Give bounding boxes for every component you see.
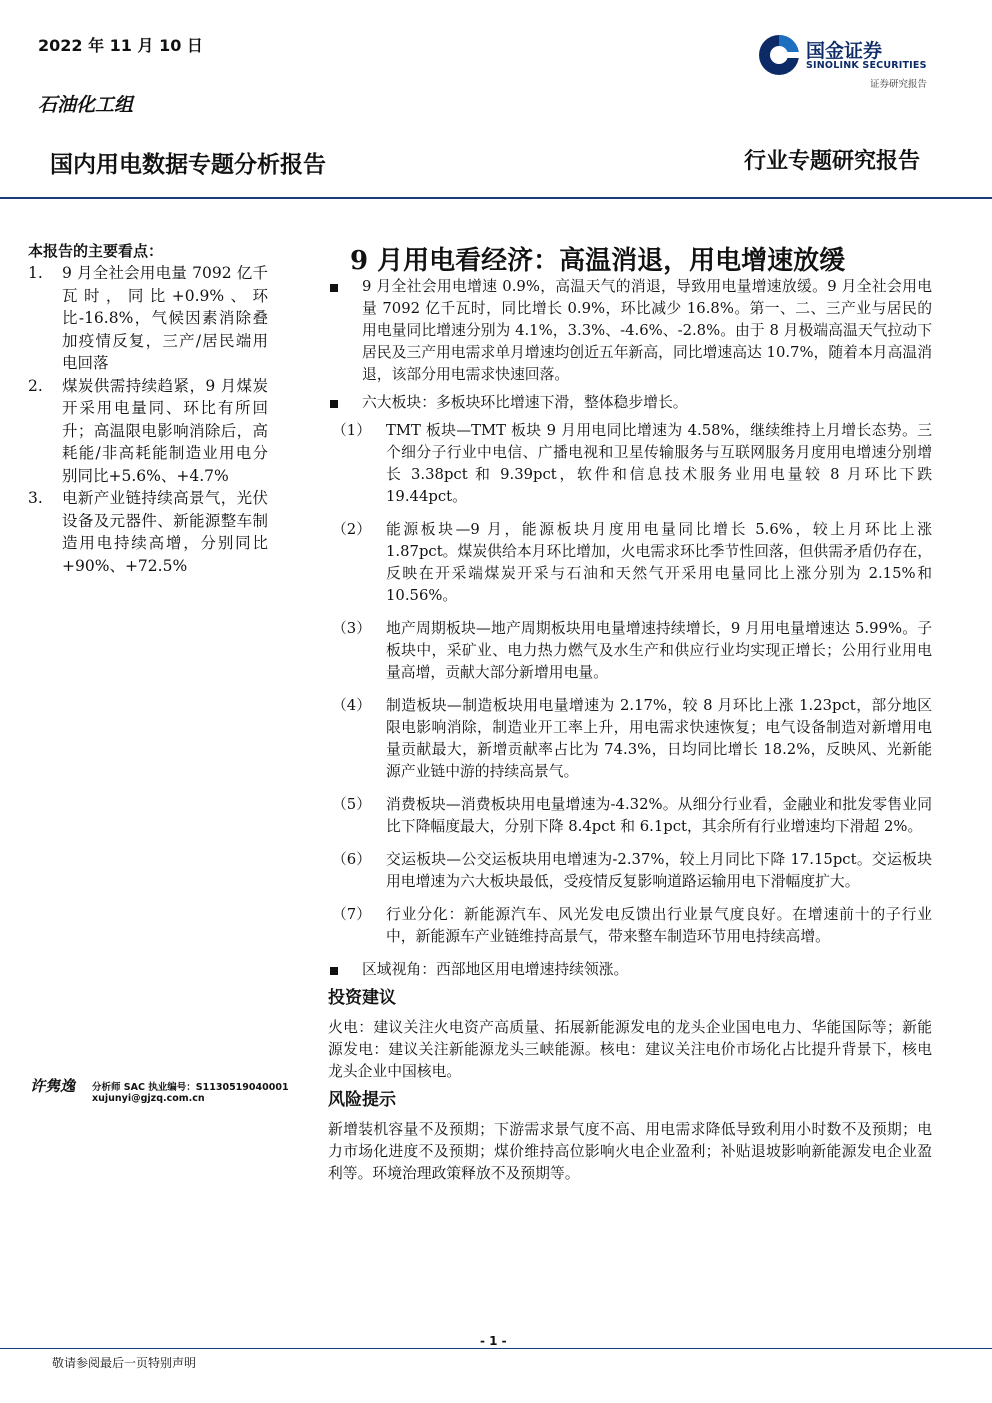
sector-item: [328, 904, 932, 948]
sector-item: [328, 695, 932, 783]
square-bullet-icon: [330, 400, 338, 408]
sidebar-title: 本报告的主要看点：: [28, 242, 164, 260]
risk-heading: 风险提示: [328, 1090, 396, 1110]
square-bullet-icon: [330, 967, 338, 975]
logo-name-en: SINOLINK SECURITIES: [806, 60, 927, 71]
sector-text: 制造板块—制造板块用电量增速为 2.17%，较 8 月环比上涨 1.23pct，部分地区限电影响消除，制造业开工率上升，用电需求快速恢复；电气设备制造对新增用电量贡献最大，新增贡献率占比为 74.3%，日均同比增长 18.2%，反映风、光新能源产业链中游的持续高景气。: [386, 697, 932, 780]
report-headline: 9 月用电看经济：高温消退，用电增速放缓: [350, 246, 846, 276]
highlight-item: [28, 375, 268, 488]
footer-divider: [0, 1348, 992, 1349]
sector-number: （2）: [332, 521, 372, 538]
sector-text: 能源板块—9 月，能源板块月度用电量同比增长 5.6%，较上月环比上涨 1.87pct。煤炭供给本月环比增加，火电需求环比季节性回落，但供需矛盾仍存在，反映在开采端煤炭开采与石油和天然气开采用电量同比上涨分别为 2.15%和 10.56%。: [386, 521, 932, 604]
highlight-text: 煤炭供需持续趋紧，9 月煤炭开采用电量同、环比有所回升；高温限电影响消除后，高耗能/非高耗能制造业用电分别同比+5.6%、+4.7%: [62, 376, 268, 485]
logo-mark-icon: [756, 32, 802, 78]
sector-item: [328, 849, 932, 893]
analyst-license: 分析师 SAC 执业编号：S1130519040001: [92, 1082, 289, 1093]
sector-text: 地产周期板块—地产周期板块用电量增速持续增长，9 月用电量增速达 5.99%。子板块中，采矿业、电力热力燃气及水生产和供应行业均实现正增长；公用行业用电量高增，贡献大部分新增用电量。: [386, 620, 932, 681]
sector-number: （4）: [332, 697, 372, 714]
sector-text: 行业分化：新能源汽车、风光发电反馈出行业景气度良好。在增速前十的子行业中，新能源车产业链维持高景气，带来整车制造环节用电持续高增。: [386, 906, 932, 945]
sinolink-logo: [756, 30, 956, 92]
square-bullet-icon: [330, 284, 338, 292]
investment-heading: 投资建议: [328, 988, 396, 1008]
sector-item: [328, 794, 932, 838]
highlight-item: [28, 262, 268, 375]
footer-disclaimer: 敬请参阅最后一页特别声明: [52, 1356, 197, 1370]
sector-item: [328, 420, 932, 508]
highlight-text: 9 月全社会用电量 7092 亿千瓦时，同比+0.9%、环比-16.8%，气候因素消除叠加疫情反复，三产/居民端用电回落: [62, 264, 268, 372]
sector-number: （5）: [332, 796, 372, 813]
sector-number: （6）: [332, 851, 372, 868]
sector-text: 消费板块—消费板块用电量增速为-4.32%。从细分行业看，金融业和批发零售业同比下降幅度最大，分别下降 8.4pct 和 6.1pct，其余所有行业增速均下滑超 2%。: [386, 796, 932, 835]
risk-text: 新增装机容量不及预期；下游需求景气度不高、用电需求降低导致利用小时数不及预期；电力市场化进度不及预期；煤价维持高位影响火电企业盈利；补贴退坡影响新能源发电企业盈利等。环境治理政策释放不及预期等。: [328, 1121, 932, 1182]
sector-number: （7）: [332, 906, 372, 923]
sector-item: [328, 519, 932, 607]
sidebar-highlights: [28, 262, 268, 577]
highlight-number: 2.: [28, 376, 43, 395]
highlight-number: 1.: [28, 264, 43, 282]
report-date: 2022 年 11 月 10 日: [38, 36, 203, 55]
main-content: [328, 276, 932, 1187]
bullet-text: 区域视角：西部地区用电增速持续领涨。: [362, 961, 629, 978]
summary-bullet: [328, 392, 932, 414]
highlight-item: [28, 487, 268, 577]
analyst-email: xujunyi@gjzq.com.cn: [92, 1093, 205, 1104]
logo-subtitle: 证券研究报告: [870, 79, 928, 90]
bullet-text: 六大板块：多板块环比增速下滑，整体稳步增长。: [362, 394, 688, 411]
bullet-text: 9 月全社会用电增速 0.9%，高温天气的消退，导致用电量增速放缓。9 月全社会用电量 7092 亿千瓦时，同比增长 0.9%，环比减少 16.8%。第一、二、三产业与居民的用电量同比增速分别为 4.1%，3.3%、-4.6%、-2.8%。由于 8 月极端高温天气拉动下居民及三产用电需求单月增速均创近五年新高，同比增速高达 10.7%，随着本月高温消退，该部分用电需求快速回落。: [362, 278, 932, 383]
sector-item: [328, 618, 932, 684]
research-group: 石油化工组: [38, 94, 134, 116]
sector-text: 交运板块—公交运板块用电增速为-2.37%，较上月同比下降 17.15pct。交运板块用电增速为六大板块最低，受疫情反复影响道路运输用电下滑幅度扩大。: [386, 851, 932, 890]
logo-name-cn: 国金证券: [806, 40, 883, 62]
page-number: - 1 -: [480, 1334, 507, 1348]
sector-number: （1）: [332, 422, 372, 439]
highlight-number: 3.: [28, 489, 43, 507]
analyst-name: 许隽逸: [30, 1077, 76, 1095]
sector-number: （3）: [332, 620, 372, 637]
investment-text: 火电：建议关注火电资产高质量、拓展新能源发电的龙头企业国电电力、华能国际等；新能源发电：建议关注新能源龙头三峡能源。核电：建议关注电价市场化占比提升背景下，核电龙头企业中国核电。: [328, 1019, 932, 1080]
sector-text: TMT 板块—TMT 板块 9 月用电同比增速为 4.58%，继续维持上月增长态势。三个细分子行业中电信、广播电视和卫星传输服务与互联网服务月度用电增速分别增长 3.38pct 和 9.39pct，软件和信息技术服务业用电量较 8 月环比下跌 19.44pct。: [386, 422, 932, 505]
summary-bullet: [328, 276, 932, 386]
header-divider: [0, 197, 992, 199]
report-type: 行业专题研究报告: [744, 148, 921, 174]
summary-bullet: [328, 959, 932, 981]
report-main-title: 国内用电数据专题分析报告: [50, 152, 326, 178]
highlight-text: 电新产业链持续高景气，光伏设备及元器件、新能源整车制造用电持续高增，分别同比+90%、+72.5%: [62, 489, 268, 575]
